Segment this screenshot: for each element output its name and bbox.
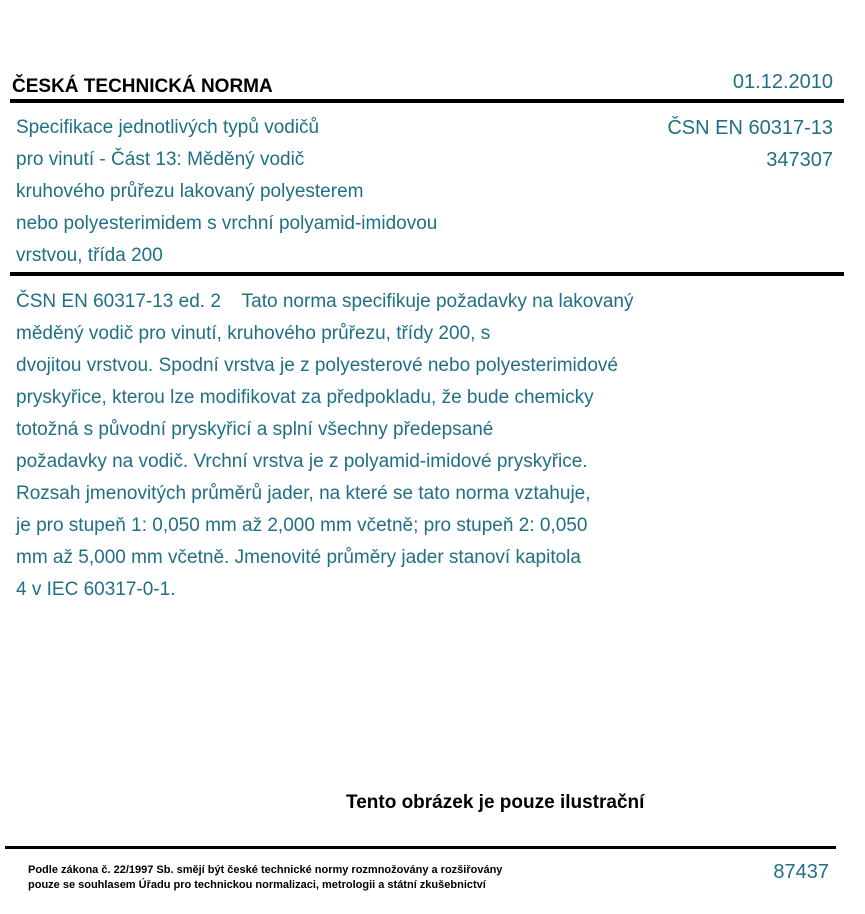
- header-divider: [10, 99, 844, 103]
- body-line: Rozsah jmenovitých průměrů jader, na které se tato norma vztahuje,: [16, 483, 591, 504]
- norma-label: ČESKÁ TECHNICKÁ NORMA: [12, 76, 273, 97]
- title-line: kruhového průřezu lakovaný polyesterem: [16, 181, 364, 202]
- body-line: 4 v IEC 60317-0-1.: [16, 579, 176, 600]
- title-line: vrstvou, třída 200: [16, 245, 163, 266]
- illustration-note: Tento obrázek je pouze ilustrační: [346, 792, 645, 813]
- legal-notice-line: Podle zákona č. 22/1997 Sb. smějí být české technické normy rozmnožovány a rozšiřovány: [28, 864, 503, 876]
- title-line: pro vinutí - Část 13: Měděný vodič: [16, 149, 305, 170]
- document-number: 87437: [773, 861, 829, 883]
- body-line: pryskyřice, kterou lze modifikovat za předpokladu, že bude chemicky: [16, 387, 594, 408]
- body-line: dvojitou vrstvou. Spodní vrstva je z polyesterové nebo polyesterimidové: [16, 355, 618, 376]
- body-line: požadavky na vodič. Vrchní vrstva je z polyamid-imidové pryskyřice.: [16, 451, 588, 472]
- legal-notice-line: pouze se souhlasem Úřadu pro technickou normalizaci, metrologii a státní zkušebnictví: [28, 879, 486, 891]
- body-line: je pro stupeň 1: 0,050 mm až 2,000 mm včetně; pro stupeň 2: 0,050: [16, 515, 588, 536]
- body-line: měděný vodič pro vinutí, kruhového průřezu, třídy 200, s: [16, 323, 491, 344]
- body-line: ČSN EN 60317-13 ed. 2 Tato norma specifikuje požadavky na lakovaný: [16, 291, 634, 312]
- class-number: 347307: [766, 149, 833, 171]
- body-line: totožná s původní pryskyřicí a splní všechny předepsané: [16, 419, 494, 440]
- footer-divider: [5, 846, 836, 849]
- standard-code: ČSN EN 60317-13: [667, 117, 833, 139]
- title-divider: [10, 272, 844, 276]
- title-line: nebo polyesterimidem s vrchní polyamid-imidovou: [16, 213, 438, 234]
- body-line: mm až 5,000 mm včetně. Jmenovité průměry jader stanoví kapitola: [16, 547, 581, 568]
- title-line: Specifikace jednotlivých typů vodičů: [16, 117, 320, 138]
- issue-date: 01.12.2010: [732, 71, 833, 93]
